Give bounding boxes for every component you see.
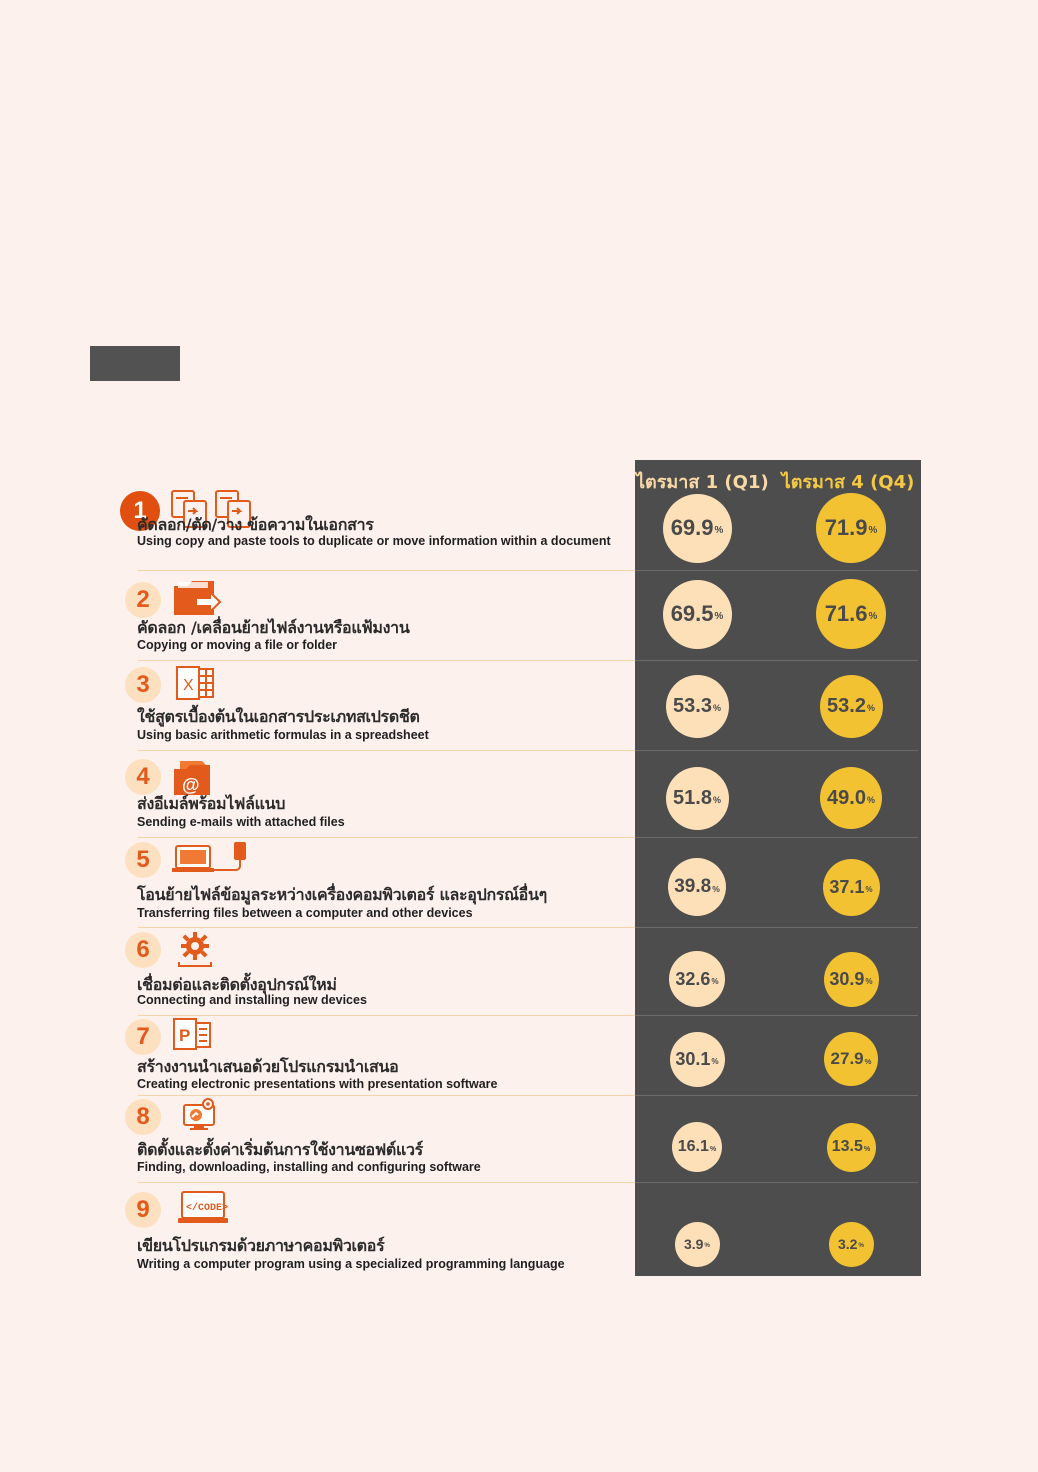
value-circle-q1	[668, 858, 726, 916]
column-header-q1: ไตรมาส 1 (Q1)	[636, 472, 769, 493]
value-label-q4: 13.5	[831, 1138, 863, 1155]
column-header-q4: ไตรมาส 4 (Q4)	[781, 472, 915, 493]
value-circle-q1	[675, 1222, 720, 1267]
rank-badge: 7	[125, 1019, 161, 1055]
value-label-q4: 49.0	[827, 786, 866, 809]
rank-badge: 4	[125, 759, 161, 795]
device-install-icon	[175, 930, 215, 970]
row-label-english: Finding, downloading, installing and configuring software	[137, 1160, 481, 1174]
percent-sign: %	[712, 884, 720, 895]
percent-sign: %	[866, 795, 875, 806]
percent-sign: %	[866, 703, 875, 714]
folder-move-icon	[172, 576, 224, 616]
percent-sign: %	[865, 976, 873, 986]
value-circle-q4	[820, 767, 882, 829]
value-circle-q1	[672, 1122, 722, 1172]
row-label-english: Writing a computer program using a specialized programming language	[137, 1257, 565, 1271]
presentation-icon	[172, 1017, 214, 1057]
rank-badge: 5	[125, 842, 161, 878]
percent-sign: %	[709, 1144, 717, 1154]
value-label-q4: 30.9	[829, 968, 865, 989]
top-dark-block	[90, 346, 180, 381]
row-label-thai: คัดลอก/ตัด/วาง ข้อความในเอกสาร	[137, 515, 374, 534]
row-label-thai: ใช้สูตรเบื้องต้นในเอกสารประเภทสเปรดชีต	[137, 707, 420, 726]
table-row	[120, 470, 921, 570]
value-label-q4: 3.2	[837, 1236, 858, 1252]
value-circle-q1	[663, 494, 732, 563]
value-label-q4: 27.9	[830, 1049, 864, 1068]
percent-sign: %	[865, 884, 873, 894]
rank-badge: 6	[125, 932, 161, 968]
rank-badge: 9	[125, 1192, 161, 1228]
svg-text:</CODE>: </CODE>	[186, 1203, 228, 1214]
value-circle-q4	[820, 675, 883, 738]
table-row	[120, 927, 921, 1027]
svg-text:@: @	[182, 775, 200, 795]
email-attachment-icon	[172, 757, 214, 797]
percent-sign: %	[868, 525, 878, 537]
value-label-q1: 30.1	[675, 1048, 711, 1069]
rank-badge: 1	[120, 491, 160, 531]
percent-sign: %	[858, 1242, 865, 1250]
row-label-thai: คัดลอก /เคลื่อนย้ายไฟล์งานหรือแฟ้มงาน	[137, 618, 410, 637]
value-label-q1: 53.3	[673, 694, 712, 717]
value-circle-q4	[824, 1032, 878, 1086]
percent-sign: %	[712, 795, 721, 806]
table-row	[120, 1182, 921, 1282]
value-circle-q1	[666, 767, 729, 830]
svg-text:X: X	[183, 677, 194, 694]
value-label-q1: 39.8	[674, 876, 712, 897]
value-label-q1: 51.8	[673, 786, 712, 809]
row-label-thai: ติดตั้งและตั้งค่าเริ่มต้นการใช้งานซอฟต์แวร์	[137, 1140, 423, 1159]
value-label-q1: 69.5	[670, 601, 714, 626]
percent-sign: %	[704, 1242, 711, 1250]
row-label-english: Copying or moving a file or folder	[137, 638, 338, 652]
value-circle-q4	[829, 1222, 874, 1267]
value-circle-q1	[670, 1032, 725, 1087]
rank-badge: 3	[125, 667, 161, 703]
row-label-english: Transferring files between a computer and other devices	[137, 906, 473, 920]
value-label-q4: 37.1	[829, 876, 865, 897]
row-label-thai: เขียนโปรแกรมด้วยภาษาคอมพิวเตอร์	[137, 1236, 385, 1255]
percent-sign: %	[711, 976, 719, 986]
table-row	[120, 1095, 921, 1195]
row-label-thai: เชื่อมต่อและติดตั้งอุปกรณ์ใหม่	[137, 975, 337, 994]
value-circle-q4	[816, 579, 886, 649]
value-circle-q4	[824, 952, 879, 1007]
software-setup-icon	[182, 1097, 218, 1137]
spreadsheet-icon	[175, 665, 217, 705]
percent-sign: %	[711, 1056, 719, 1066]
value-label-q1: 3.9	[683, 1236, 704, 1252]
table-row	[120, 660, 921, 760]
table-row	[120, 837, 921, 937]
row-label-english: Using copy and paste tools to duplicate or move information within a document	[137, 534, 611, 548]
table-row	[120, 750, 921, 850]
row-label-english: Using basic arithmetic formulas in a spreadsheet	[137, 728, 429, 742]
rank-badge: 2	[125, 582, 161, 618]
percent-sign: %	[714, 525, 724, 537]
value-circle-q4	[823, 859, 880, 916]
row-label-english: Creating electronic presentations with presentation software	[137, 1077, 498, 1091]
percent-sign: %	[712, 703, 721, 714]
value-label-q1: 69.9	[670, 515, 714, 540]
row-label-english: Connecting and installing new devices	[137, 993, 367, 1007]
percent-sign: %	[863, 1144, 871, 1154]
row-label-thai: โอนย้ายไฟล์ข้อมูลระหว่างเครื่องคอมพิวเตอร์ และอุปกรณ์อื่นๆ	[137, 885, 547, 904]
value-circle-q4	[827, 1123, 876, 1172]
percent-sign: %	[714, 611, 724, 623]
value-label-q4: 71.6	[824, 601, 868, 626]
value-label-q1: 32.6	[675, 968, 711, 989]
table-row	[120, 570, 921, 670]
value-label-q4: 71.9	[824, 515, 868, 540]
value-circle-q1	[663, 580, 732, 649]
value-circle-q1	[669, 951, 725, 1007]
row-label-thai: สร้างงานนำเสนอด้วยโปรแกรมนำเสนอ	[137, 1057, 399, 1076]
percent-sign: %	[868, 611, 878, 623]
rank-badge: 8	[125, 1099, 161, 1135]
code-icon	[178, 1190, 228, 1230]
value-label-q1: 16.1	[677, 1138, 709, 1155]
value-label-q4: 53.2	[827, 694, 866, 717]
percent-sign: %	[864, 1056, 872, 1066]
value-circle-q1	[666, 675, 729, 738]
file-transfer-icon	[172, 840, 252, 880]
svg-text:P: P	[179, 1026, 191, 1045]
row-label-english: Sending e-mails with attached files	[137, 815, 345, 829]
row-label-thai: ส่งอีเมล์พร้อมไฟล์แนบ	[137, 794, 286, 813]
value-circle-q4	[816, 493, 886, 563]
